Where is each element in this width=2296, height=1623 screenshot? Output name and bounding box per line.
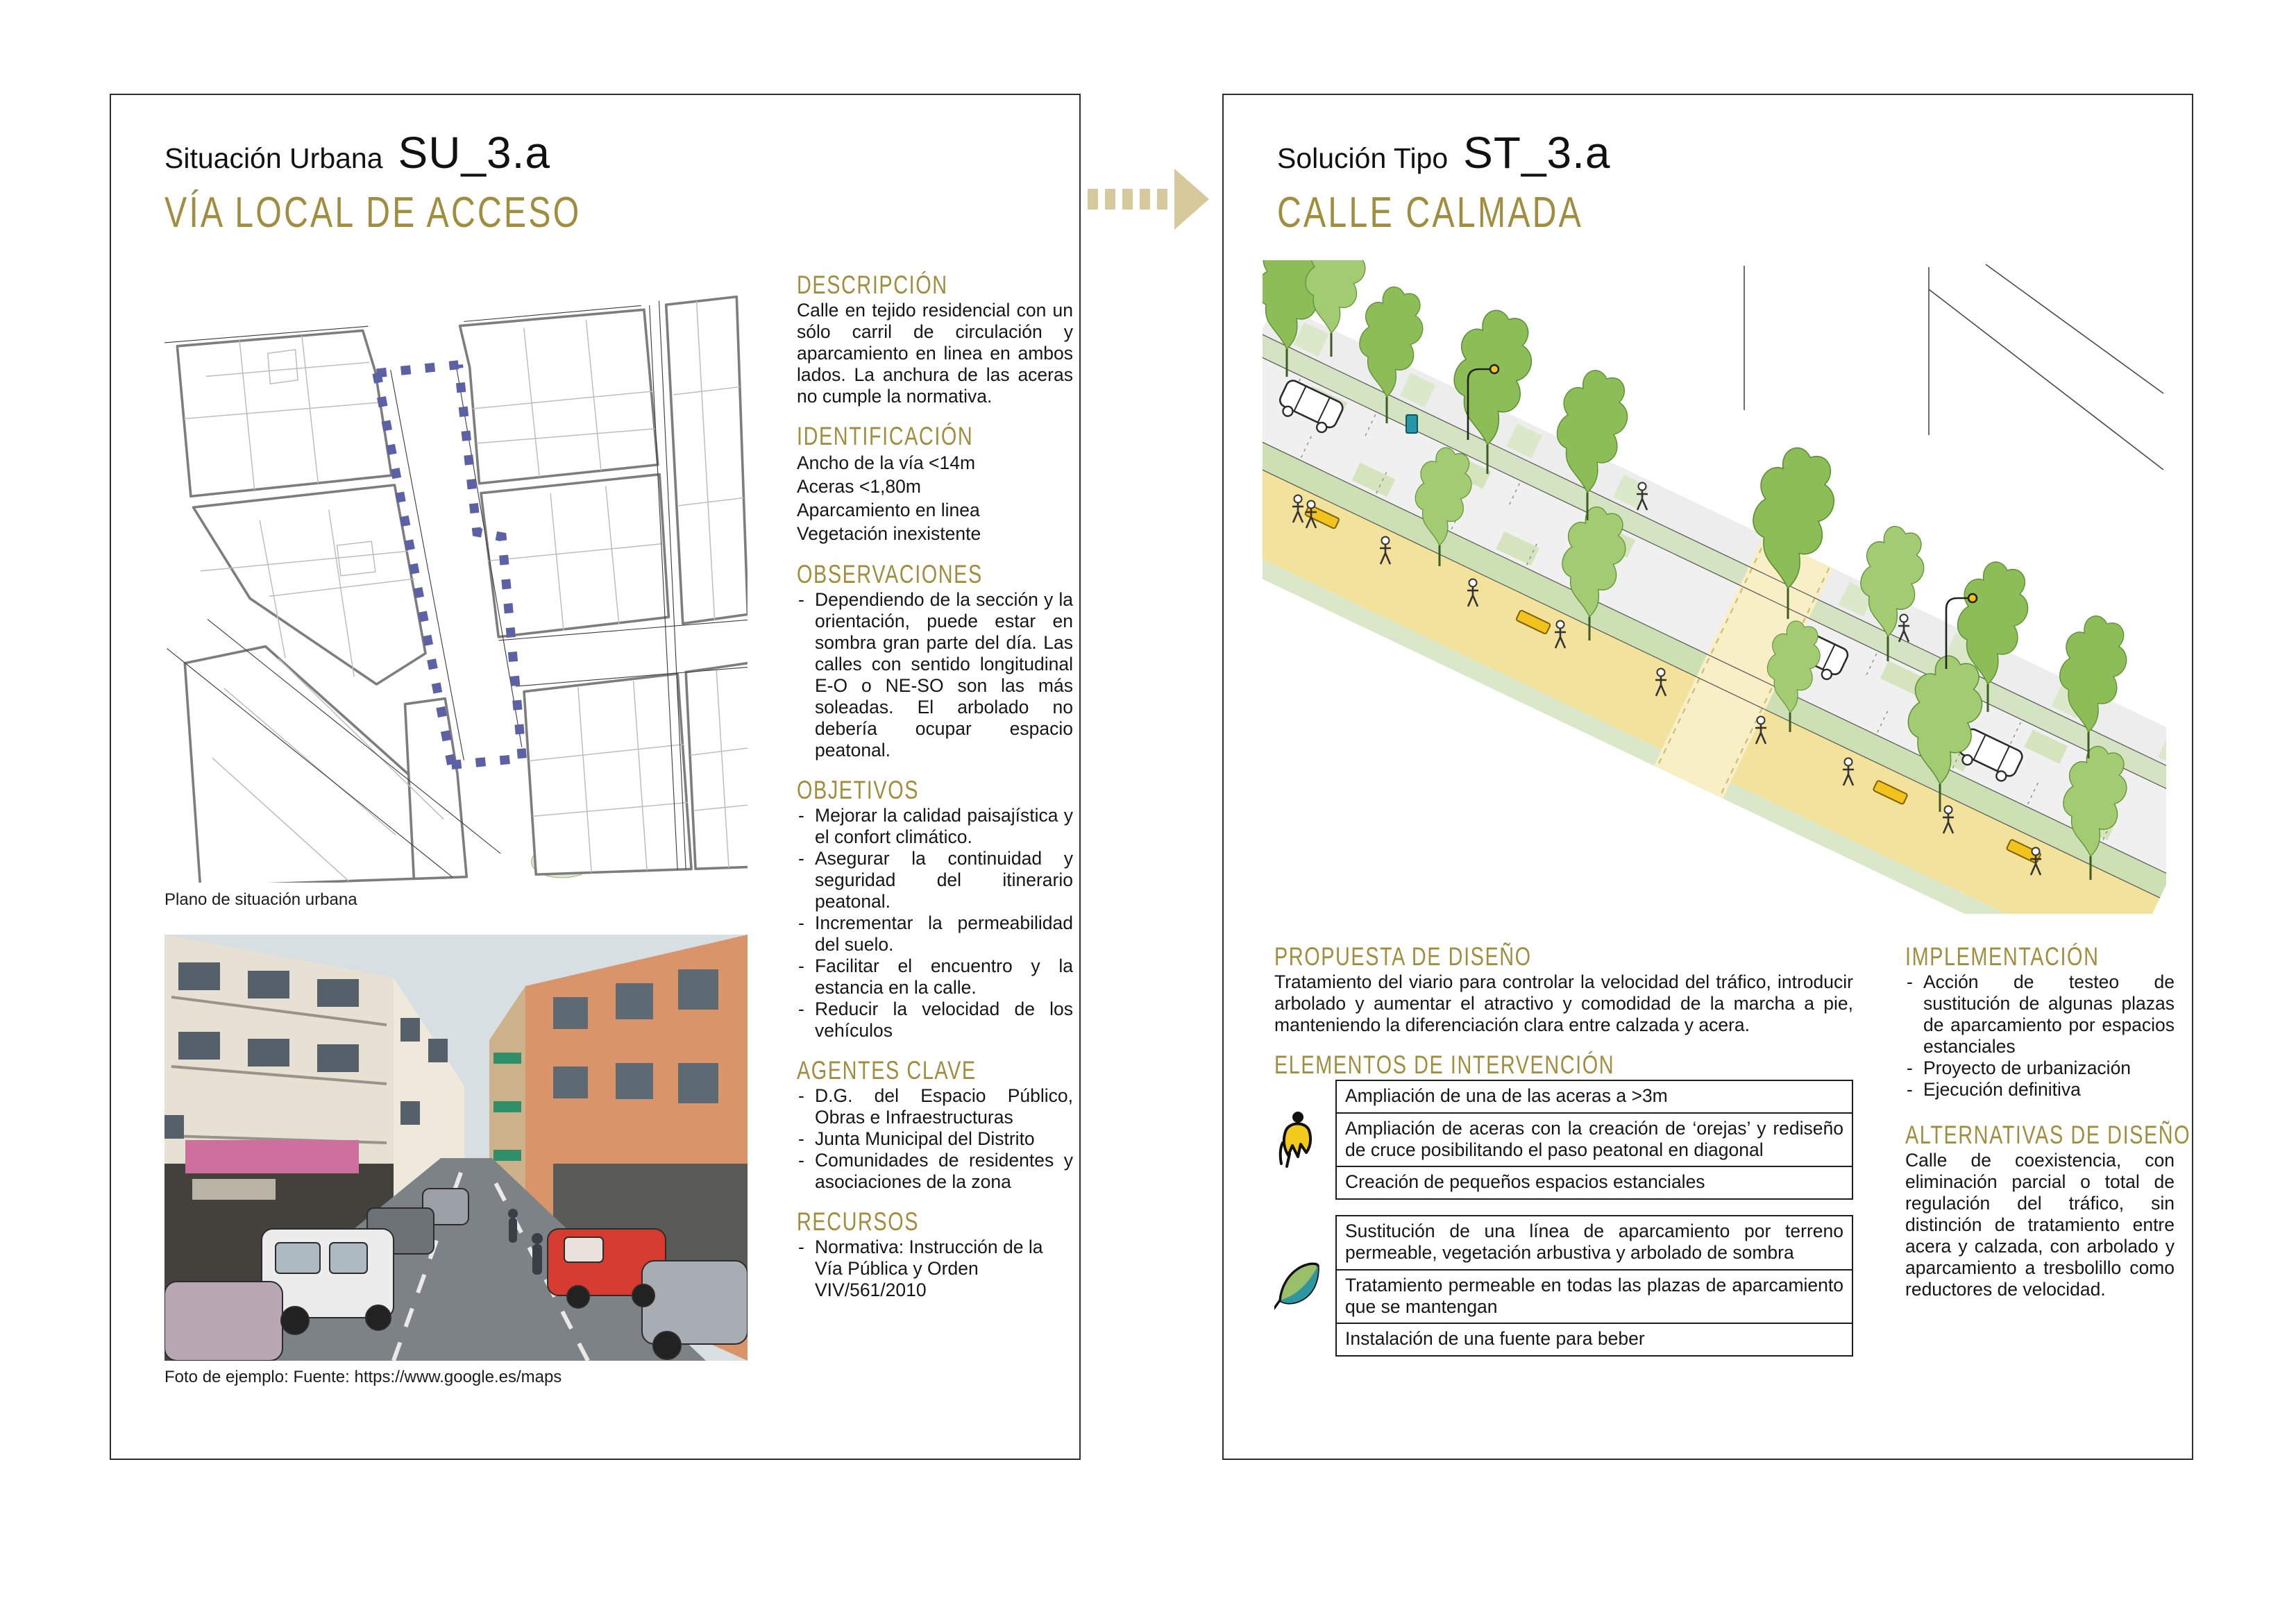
propuesta-column	[1274, 942, 1853, 1372]
right-panel-header	[1277, 127, 1669, 237]
intervention-item: Creación de pequeños espacios estanciales	[1335, 1166, 1853, 1200]
implementacion-column	[1905, 942, 2191, 1318]
agentes-item: - D.G. del Espacio Público, Obras e Infraestructuras	[797, 1085, 1073, 1128]
agentes-heading: AGENTES CLAVE	[797, 1056, 977, 1085]
situacion-urbana-panel	[110, 94, 1081, 1460]
section-observaciones	[797, 560, 1073, 761]
objetivos-item: - Mejorar la calidad paisajística y el confort climático.	[797, 805, 1073, 848]
section-implementacion	[1905, 942, 2175, 1101]
left-panel-header	[164, 127, 699, 237]
elementos-section	[1274, 1051, 1853, 1357]
arrow-head	[1174, 169, 1209, 230]
observaciones-list	[797, 589, 1073, 761]
left-code: SU_3.a	[398, 128, 550, 178]
arrow-dash	[1088, 189, 1098, 210]
elementos-boxes-verde	[1335, 1215, 1853, 1357]
arrow-dash	[1157, 189, 1167, 210]
implementacion-heading: IMPLEMENTACIÓN	[1905, 942, 2100, 971]
intervention-item: Sustitución de una línea de aparcamiento por terreno permeable, vegetación arbustiva y arbolado de sombra	[1335, 1215, 1853, 1271]
implementacion-item: - Ejecución definitiva	[1905, 1079, 2175, 1101]
section-recursos	[797, 1207, 1073, 1301]
propuesta-text: Tratamiento del viario para controlar la velocidad del tráfico, introducir arbolado y aumentar el atractivo y comodidad de la marcha a pie, manteniendo la diferenciación clara entre calzada y acera.	[1274, 971, 1853, 1035]
calmed-street-illustration	[1263, 260, 2166, 914]
objetivos-item: - Incrementar la permeabilidad del suelo.	[797, 912, 1073, 955]
implementacion-item: - Acción de testeo de sustitución de algunas plazas de aparcamiento por espacios estanciales	[1905, 971, 2175, 1057]
section-identificacion	[797, 422, 1073, 545]
elementos-group-verde	[1274, 1215, 1853, 1357]
identificacion-line: Aparcamiento en linea	[797, 500, 980, 520]
identificacion-line: Aceras <1,80m	[797, 476, 921, 497]
descripcion-text: Calle en tejido residencial con un sólo carril de circulación y aparcamiento en linea en ambos lados. La anchura de las aceras no cumple la normativa.	[797, 300, 1073, 407]
identificacion-line: Vegetación inexistente	[797, 523, 981, 544]
transition-arrow-icon	[1088, 168, 1224, 230]
left-title: VÍA LOCAL DE ACCESO	[164, 189, 582, 237]
objetivos-item: - Asegurar la continuidad y seguridad del itinerario peatonal.	[797, 848, 1073, 912]
elementos-group-peatonal	[1274, 1080, 1853, 1200]
arrow-dash	[1105, 189, 1115, 210]
propuesta-heading: PROPUESTA DE DISEÑO	[1274, 942, 1532, 971]
implementacion-list	[1905, 971, 2175, 1101]
urban-situation-map	[164, 264, 748, 883]
section-descripcion	[797, 271, 1073, 407]
recursos-list	[797, 1237, 1073, 1301]
observaciones-heading: OBSERVACIONES	[797, 560, 983, 588]
section-agentes-clave	[797, 1056, 1073, 1193]
descripcion-heading: DESCRIPCIÓN	[797, 271, 948, 299]
recursos-item: - Normativa: Instrucción de la Vía Pública y Orden VIV/561/2010	[797, 1237, 1073, 1301]
elementos-boxes-peatonal	[1335, 1080, 1853, 1200]
map-caption: Plano de situación urbana	[164, 890, 357, 909]
agentes-list	[797, 1085, 1073, 1193]
street-bands	[1263, 303, 2166, 914]
objetivos-item: - Facilitar el encuentro y la estancia en la calle.	[797, 955, 1073, 999]
recycling-bin-icon	[1406, 415, 1417, 433]
objetivos-list	[797, 805, 1073, 1042]
section-objetivos	[797, 776, 1073, 1042]
photo-caption: Foto de ejemplo: Fuente: https://www.google.es/maps	[164, 1368, 562, 1386]
building-outline	[1744, 264, 2163, 470]
solucion-tipo-panel	[1222, 94, 2193, 1460]
left-kicker: Situación Urbana	[164, 142, 383, 174]
intervention-item: Ampliación de una de las aceras a >3m	[1335, 1080, 1853, 1114]
agentes-item: - Junta Municipal del Distrito	[797, 1128, 1073, 1150]
pedestrian-icon	[1274, 1111, 1335, 1169]
intervention-item: Instalación de una fuente para beber	[1335, 1323, 1853, 1357]
objetivos-heading: OBJETIVOS	[797, 776, 920, 804]
implementacion-item: - Proyecto de urbanización	[1905, 1057, 2175, 1079]
right-kicker: Solución Tipo	[1277, 142, 1449, 174]
alternativas-text: Calle de coexistencia, con eliminación parcial o total de regulación del tráfico, sin distinción de tratamiento entre acera y calzada, con arbolado y aparcamiento a tresbolillo como reductores de velocidad.	[1905, 1150, 2175, 1300]
identificacion-line: Ancho de la vía <14m	[797, 452, 976, 473]
objetivos-item: - Reducir la velocidad de los vehículos	[797, 999, 1073, 1042]
right-title: CALLE CALMADA	[1277, 189, 1584, 237]
arrow-dash	[1122, 189, 1133, 210]
intervention-item: Ampliación de aceras con la creación de ‘orejas’ y rediseño de cruce posibilitando el paso peatonal en diagonal	[1335, 1112, 1853, 1168]
observaciones-item: - Dependiendo de la sección y la orientación, puede estar en sombra gran parte del día. Las calles con sentido longitudinal E-O o NE-SO son las más soleadas. El arbolado no debería ocupar espacio peatonal.	[797, 589, 1073, 761]
left-info-column	[797, 271, 1073, 1319]
recursos-heading: RECURSOS	[797, 1207, 920, 1236]
section-alternativas	[1905, 1121, 2191, 1300]
identificacion-heading: IDENTIFICACIÓN	[797, 422, 974, 450]
leaf-icon	[1274, 1260, 1335, 1311]
identificacion-list	[797, 451, 1073, 545]
elementos-heading: ELEMENTOS DE INTERVENCIÓN	[1274, 1051, 1615, 1079]
right-code: ST_3.a	[1463, 128, 1611, 178]
intervention-item: Tratamiento permeable en todas las plazas de aparcamiento que se mantengan	[1335, 1269, 1853, 1325]
arrow-dash	[1140, 189, 1150, 210]
alternativas-heading: ALTERNATIVAS DE DISEÑO	[1905, 1121, 2191, 1149]
agentes-item: - Comunidades de residentes y asociaciones de la zona	[797, 1150, 1073, 1193]
street-photo	[164, 935, 748, 1361]
